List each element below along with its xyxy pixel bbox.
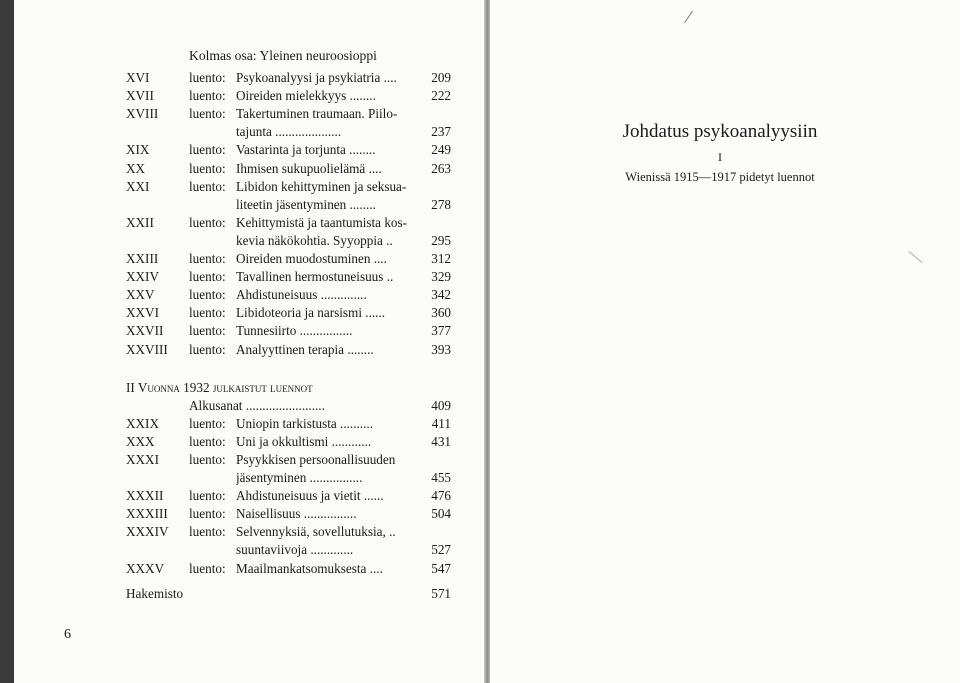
part-title: Kolmas osa: Yleinen neuroosioppi [189,48,377,63]
entry-page: 209 [431,70,451,86]
toc-entry [126,469,451,487]
entry-number: XXVII [126,323,164,339]
right-page [490,0,960,683]
entry-title: Analyyttinen terapia ........ [236,341,374,357]
entry-number: XIX [126,142,150,158]
entry-lecture: luento: [189,524,226,540]
entry-title: jäsentyminen ................ [236,470,363,486]
entry-lecture: luento: [189,88,226,104]
entry-title: Kehittymistä ja taantumista kos- [236,214,408,230]
entry-title: Selvennyksiä, sovellutuksia, .. [236,524,396,540]
volume-number: I [718,150,722,164]
entry-lecture: luento: [189,506,226,522]
entry-page: 312 [431,251,451,267]
entry-lecture: luento: [189,269,226,285]
toc-entry [126,523,451,541]
toc-entry [126,341,451,359]
toc-entry [126,123,451,141]
entry-lecture: luento: [189,433,226,449]
entry-number: XXVIII [126,341,168,357]
entry-title: Ihmisen sukupuolielämä .... [236,160,382,176]
book-subtitle: Wienissä 1915—1917 pidetyt luennot [625,170,815,184]
entry-number: XVI [126,70,150,86]
entry-lecture: luento: [189,70,226,86]
entry-number: XXXI [126,451,159,467]
entry-page: 476 [431,488,451,504]
toc-entry [126,160,451,178]
toc-entry [126,304,451,322]
entry-title: Tavallinen hermostuneisuus .. [236,269,394,285]
entry-page: 393 [431,341,451,357]
page-number: 6 [64,627,71,642]
entry-lecture: luento: [189,341,226,357]
book-title: Johdatus psykoanalyysiin [622,121,818,142]
entry-page: 527 [431,542,451,558]
toc-entry [126,451,451,469]
entry-page: 431 [431,433,451,449]
entry-lecture: luento: [189,305,226,321]
entry-title: Psyykkisen persoonallisuuden [236,451,396,467]
entry-title: kevia näkökohtia. Syyoppia .. [236,232,393,248]
entry-number: XXIV [126,269,159,285]
toc-entry [126,178,451,196]
entry-title: Naisellisuus ................ [236,506,357,522]
entry-number: XXXV [126,560,165,576]
toc-entry [126,487,451,505]
toc-entry [126,397,451,415]
entry-page: 455 [431,470,451,486]
entry-lecture: luento: [189,451,226,467]
entry-lecture: luento: [189,178,226,194]
entry-page: 329 [431,269,451,285]
entry-title: Uni ja okkultismi ............ [236,433,372,449]
entry-page: 547 [431,560,451,576]
entry-title: Uniopin tarkistusta .......... [236,415,373,431]
entry-number: XXIII [126,251,159,267]
toc-entry [126,286,451,304]
entry-page: 237 [431,124,451,140]
entry-title: Ahdistuneisuus ja vietit ...... [236,488,384,504]
entry-page: 278 [431,196,451,212]
entry-lecture: luento: [189,214,226,230]
entry-page: 222 [431,88,451,104]
toc-entry [126,214,451,232]
toc-entry [126,415,451,433]
toc-entry [126,141,451,159]
entry-title: Alkusanat ........................ [189,397,325,413]
entry-number: XXXIII [126,506,168,522]
toc-entry [126,69,451,87]
toc-entry [126,433,451,451]
entry-page: 295 [431,232,451,248]
entry-lecture: luento: [189,415,226,431]
index-page: 571 [431,585,451,601]
entry-lecture: luento: [189,106,226,122]
entry-number: XXV [126,287,155,303]
entry-number: XXII [126,214,154,230]
entry-page: 377 [431,323,451,339]
toc-entry [126,268,451,286]
section2-entries [126,397,451,578]
entry-number: XX [126,160,146,176]
entry-page: 504 [431,506,451,522]
entry-page: 263 [431,160,451,176]
entry-title: Oireiden mielekkyys ........ [236,88,376,104]
entry-title: Tunnesiirto ................ [236,323,353,339]
entry-number: XXX [126,433,155,449]
part3-entries [126,69,451,359]
index-label: Hakemisto [126,585,184,601]
toc-entry [126,232,451,250]
toc-entry [126,505,451,523]
entry-lecture: luento: [189,560,226,576]
entry-page: 409 [431,397,451,413]
toc-entry [126,560,451,578]
entry-title: Vastarinta ja torjunta ........ [236,142,376,158]
entry-number: XXXII [126,488,164,504]
entry-lecture: luento: [189,160,226,176]
entry-number: XVII [126,88,154,104]
entry-title: Maailmankatsomuksesta .... [236,560,383,576]
entry-title: Takertuminen traumaan. Piilo- [236,106,398,122]
entry-lecture: luento: [189,287,226,303]
entry-title: Oireiden muodostuminen .... [236,251,387,267]
entry-page: 249 [431,142,451,158]
toc-entry [126,196,451,214]
entry-number: XVIII [126,106,159,122]
entry-lecture: luento: [189,488,226,504]
entry-title: liteetin jäsentyminen ........ [236,196,376,212]
entry-title: Libidoteoria ja narsismi ...... [236,305,386,321]
entry-title: Psykoanalyysi ja psykiatria .... [236,70,397,86]
entry-page: 360 [431,305,451,321]
entry-number: XXIX [126,415,159,431]
entry-title: Ahdistuneisuus .............. [236,287,367,303]
toc-entry [126,541,451,559]
toc-entry [126,87,451,105]
entry-number: XXXIV [126,524,169,540]
entry-title: tajunta .................... [236,124,342,140]
toc-entry [126,105,451,123]
entry-page: 342 [431,287,451,303]
entry-page: 411 [431,415,451,431]
entry-lecture: luento: [189,251,226,267]
index-entry [126,585,451,603]
entry-title: suuntaviivoja ............. [236,542,354,558]
section2-title: II Vuonna 1932 julkaistut luennot [126,379,313,395]
entry-number: XXVI [126,305,159,321]
toc-entry [126,250,451,268]
toc-entry [126,322,451,340]
table-of-contents [126,47,451,603]
entry-lecture: luento: [189,323,226,339]
entry-title: Libidon kehittyminen ja seksua- [236,178,407,194]
entry-number: XXI [126,178,150,194]
entry-lecture: luento: [189,142,226,158]
